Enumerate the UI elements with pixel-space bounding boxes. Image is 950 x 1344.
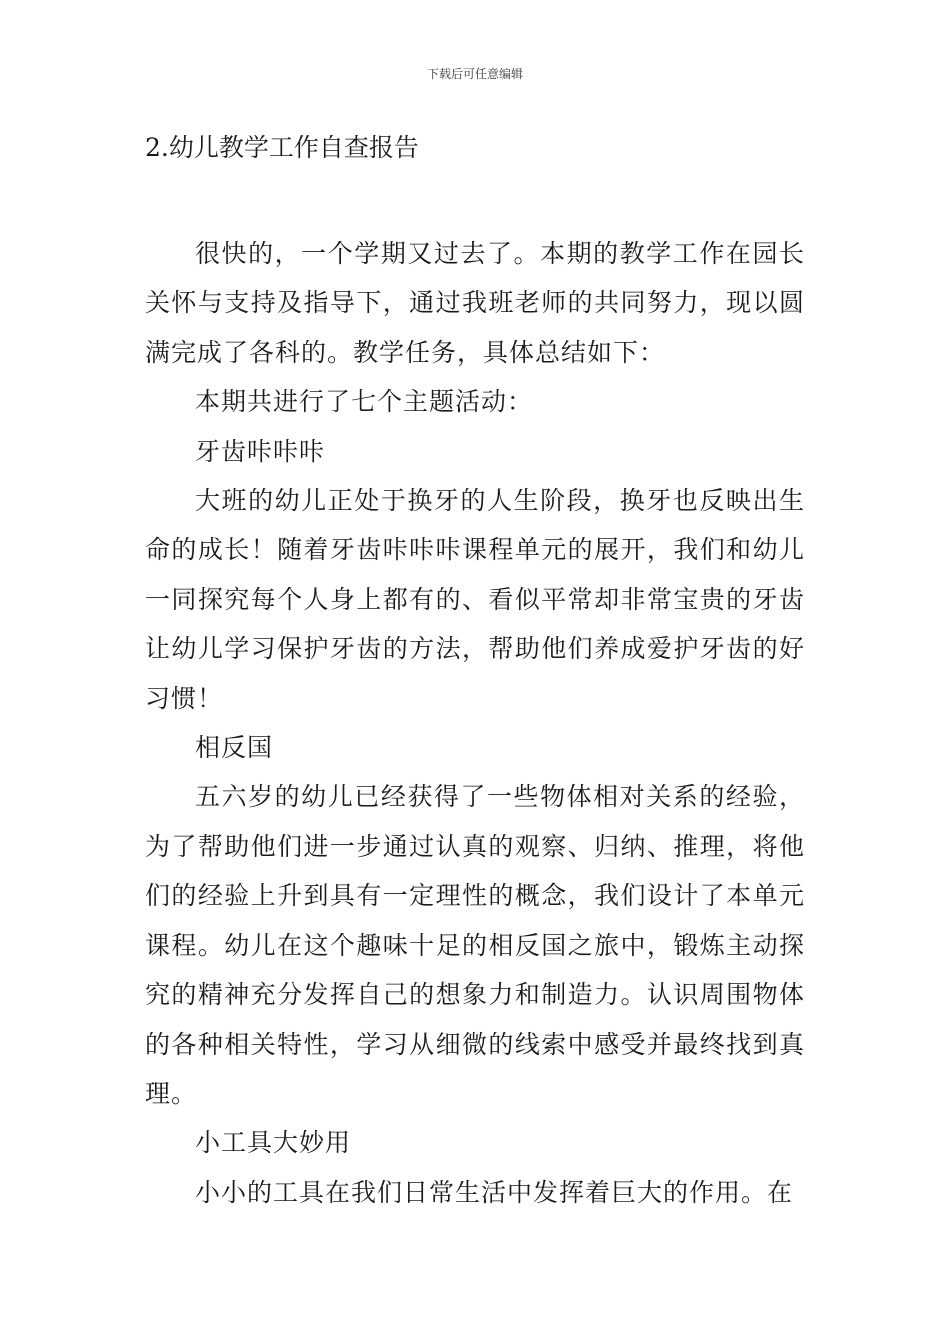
paragraph-opposites: 五六岁的幼儿已经获得了一些物体相对关系的经验，为了帮助他们进一步通过认真的观察、归纳、推理，将他们的经验上升到具有一定理性的概念，我们设计了本单元课程。幼儿在这个趣味十足的相反国之旅中，锻炼主动探究的精神充分发挥自己的想象力和制造力。认识周围物体的各种相关特性，学习从细微的线索中感受并最终找到真理。 (145, 782, 805, 1108)
section-heading-opposites: 相反国 (195, 733, 274, 763)
document-title: 2.幼儿教学工作自查报告 (145, 133, 419, 162)
paragraph-tools: 小小的工具在我们日常生活中发挥着巨大的作用。在 (195, 1177, 794, 1207)
paragraph-theme-count: 本期共进行了七个主题活动： (195, 387, 534, 417)
page-header-note: 下载后可任意编辑 (426, 67, 523, 81)
document-body (145, 229, 805, 1217)
section-heading-teeth: 牙齿咔咔咔 (195, 436, 326, 466)
section-heading-tools: 小工具大妙用 (195, 1128, 352, 1158)
paragraph-intro: 很快的，一个学期又过去了。本期的教学工作在园长关怀与支持及指导下，通过我班老师的共同努力，现以圆满完成了各科的。教学任务，具体总结如下： (145, 239, 805, 367)
paragraph-teeth: 大班的幼儿正处于换牙的人生阶段，换牙也反映出生命的成长！随着牙齿咔咔咔课程单元的展开，我们和幼儿一同探究每个人身上都有的、看似平常却非常宝贵的牙齿让幼儿学习保护牙齿的方法，帮助他们养成爱护牙齿的好习惯！ (145, 486, 805, 713)
